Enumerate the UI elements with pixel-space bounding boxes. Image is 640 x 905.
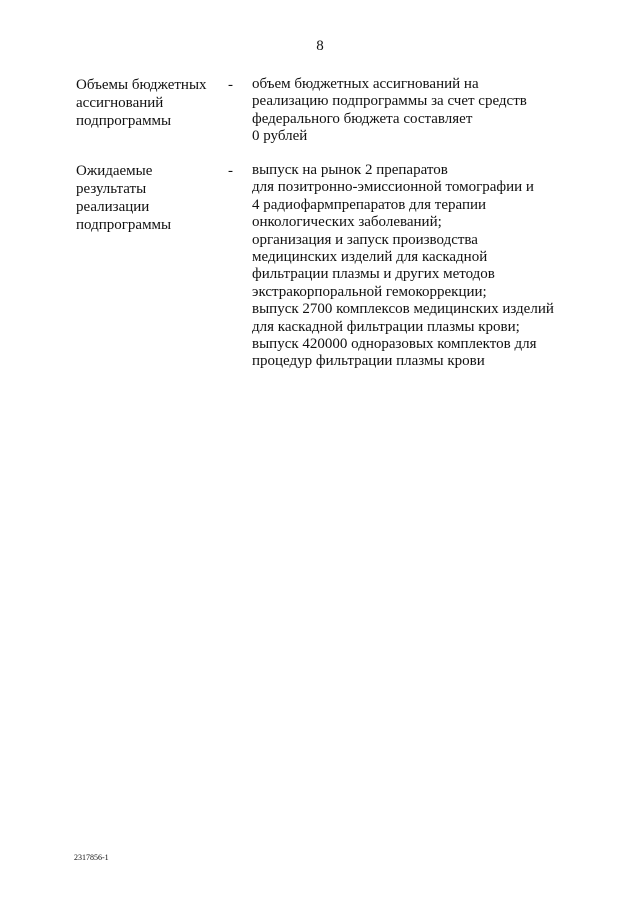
budget-content-line: реализацию подпрограммы за счет средств — [252, 93, 527, 110]
results-content-line: процедур фильтрации плазмы крови — [252, 353, 485, 370]
page-number: 8 — [316, 38, 324, 54]
budget-content-line: федерального бюджета составляет — [252, 110, 473, 127]
results-dash: - — [228, 163, 233, 179]
budget-label-line: Объемы бюджетных — [76, 77, 207, 93]
results-content-line: для каскадной фильтрации плазмы крови; — [252, 318, 520, 335]
results-label-line: результаты — [76, 181, 147, 197]
results-content-line: выпуск 420000 одноразовых комплектов для — [252, 336, 537, 353]
results-label-line: Ожидаемые — [76, 163, 153, 179]
budget-label-line: подпрограммы — [76, 113, 172, 129]
results-content-line: организация и запуск производства — [252, 231, 478, 248]
budget-content — [252, 76, 572, 146]
budget-content-line: объем бюджетных ассигнований на — [252, 76, 479, 92]
budget-content-line: 0 рублей — [252, 128, 308, 145]
results-content — [252, 162, 572, 371]
results-content-line: для позитронно-эмиссионной томографии и — [252, 179, 534, 196]
results-content-line: медицинских изделий для каскадной — [252, 249, 488, 266]
budget-dash: - — [228, 77, 233, 93]
budget-label — [76, 76, 226, 130]
results-label — [76, 162, 226, 234]
results-content-line: фильтрации плазмы и других методов — [252, 266, 495, 283]
results-content-line: онкологических заболеваний; — [252, 214, 442, 231]
results-label-line: реализации — [76, 199, 150, 215]
document-code: 2317856-1 — [74, 853, 109, 862]
budget-label-line: ассигнований — [76, 95, 164, 111]
results-content-line: выпуск на рынок 2 препаратов — [252, 162, 448, 178]
results-label-line: подпрограммы — [76, 217, 172, 233]
results-content-line: экстракорпоральной гемокоррекции; — [252, 283, 487, 300]
results-content-line: 4 радиофармпрепаратов для терапии — [252, 196, 487, 213]
results-content-line: выпуск 2700 комплексов медицинских изделий — [252, 301, 554, 318]
